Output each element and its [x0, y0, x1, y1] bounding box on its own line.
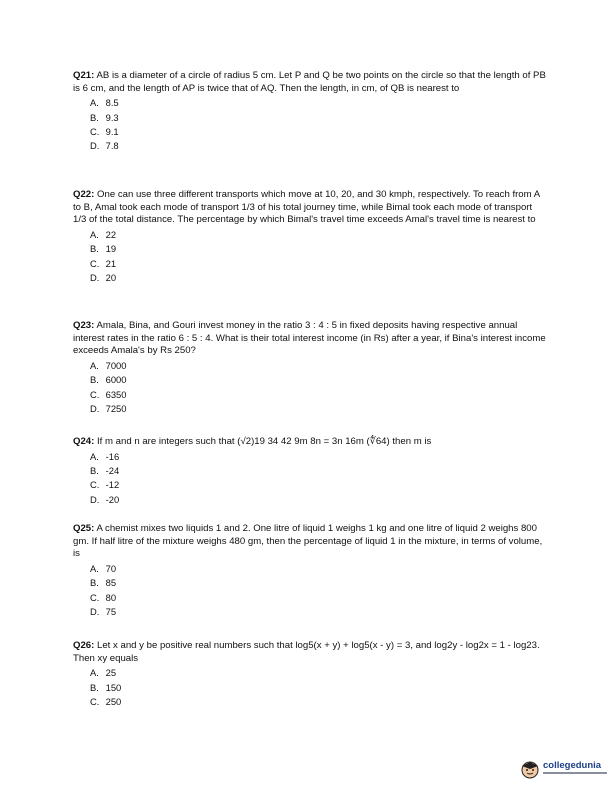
option-d: D. -20: [90, 493, 120, 505]
question-number: Q21:: [73, 70, 95, 81]
question-text: Q23: Amala, Bina, and Gouri invest money in the ratio 3 : 4 : 5 in fixed deposits having respective annual interest rates in the ratio 6 : 5 : 4. What is their total interest income (in Rs) after a year, if Bina's interest income exceeds Amala's by Rs 250?: [73, 320, 546, 357]
collegedunia-logo: [519, 758, 612, 780]
question-number: Q23:: [73, 320, 95, 331]
options-list: [73, 562, 547, 620]
question-text: Q21: AB is a diameter of a circle of radius 5 cm. Let P and Q be two points on the circle so that the length of PB is 6 cm, and the length of AP is twice that of AQ. Then the length, in cm, of QB is nearest to: [73, 70, 546, 94]
question-25: [73, 523, 547, 619]
option-a: A. -16: [90, 450, 120, 462]
option-a: A. 22: [90, 228, 117, 240]
question-22: [73, 189, 547, 285]
question-text: Q22: One can use three different transports which move at 10, 20, and 30 kmph, respectively. To reach from A to B, Amal took each mode of transport 1/3 of his total journey time, while Bimal took each mode of transport 1/3 of the total distance. The percentage by which Bimal's travel time exceeds Amal's travel time is nearest to: [73, 189, 540, 226]
option-a: A. 70: [90, 562, 117, 574]
option-a: A. 25: [90, 667, 117, 679]
question-23: [73, 320, 547, 416]
options-list: [73, 666, 547, 709]
option-c: C. 250: [90, 696, 122, 707]
graduate-face-icon: [519, 758, 541, 780]
option-c: C. 6350: [90, 388, 127, 400]
question-21: [73, 70, 547, 154]
question-number: Q22:: [73, 189, 95, 200]
option-d: D. 20: [90, 272, 117, 283]
option-d: D. 75: [90, 606, 117, 617]
option-b: B. 85: [90, 577, 117, 589]
question-24: [73, 436, 547, 507]
option-c: C. -12: [90, 479, 120, 491]
question-number: Q26:: [73, 640, 95, 651]
brand-name: collegedunia: [543, 760, 602, 771]
question-text: Q26: Let x and y be positive real numbers such that log5(x + y) + log5(x - y) = 3, and log2y - log2x = 1 - log23. Then xy equals: [73, 640, 540, 664]
question-number: Q25:: [73, 523, 95, 534]
option-b: B. 9.3: [90, 111, 119, 123]
options-list: [73, 450, 547, 508]
option-a: A. 7000: [90, 359, 127, 371]
option-d: D. 7250: [90, 403, 127, 414]
option-b: B. 150: [90, 681, 122, 693]
option-c: C. 9.1: [90, 126, 119, 137]
option-c: C. 80: [90, 591, 117, 603]
brand-tagline-line: [543, 772, 607, 774]
option-b: B. -24: [90, 465, 120, 476]
option-a: A. 8.5: [90, 97, 119, 109]
question-text: Q25: A chemist mixes two liquids 1 and 2. One litre of liquid 1 weighs 1 kg and one litre of liquid 2 weighs 800 gm. If half litre of the mixture weighs 480 gm, then the percentage of liquid 1 in the mixture, in terms of volume, is: [73, 523, 543, 560]
option-c: C. 21: [90, 257, 117, 269]
question-26: [73, 640, 547, 709]
option-b: B. 6000: [90, 374, 127, 386]
options-list: [73, 96, 547, 154]
question-text: Q24: If m and n are integers such that (√2)19 34 42 9m 8n = 3n 16m (∜64) then m is: [73, 436, 432, 447]
option-d: D. 7.8: [90, 140, 119, 152]
options-list: [73, 228, 547, 286]
question-number: Q24:: [73, 436, 95, 447]
option-b: B. 19: [90, 243, 117, 255]
options-list: [73, 359, 547, 417]
